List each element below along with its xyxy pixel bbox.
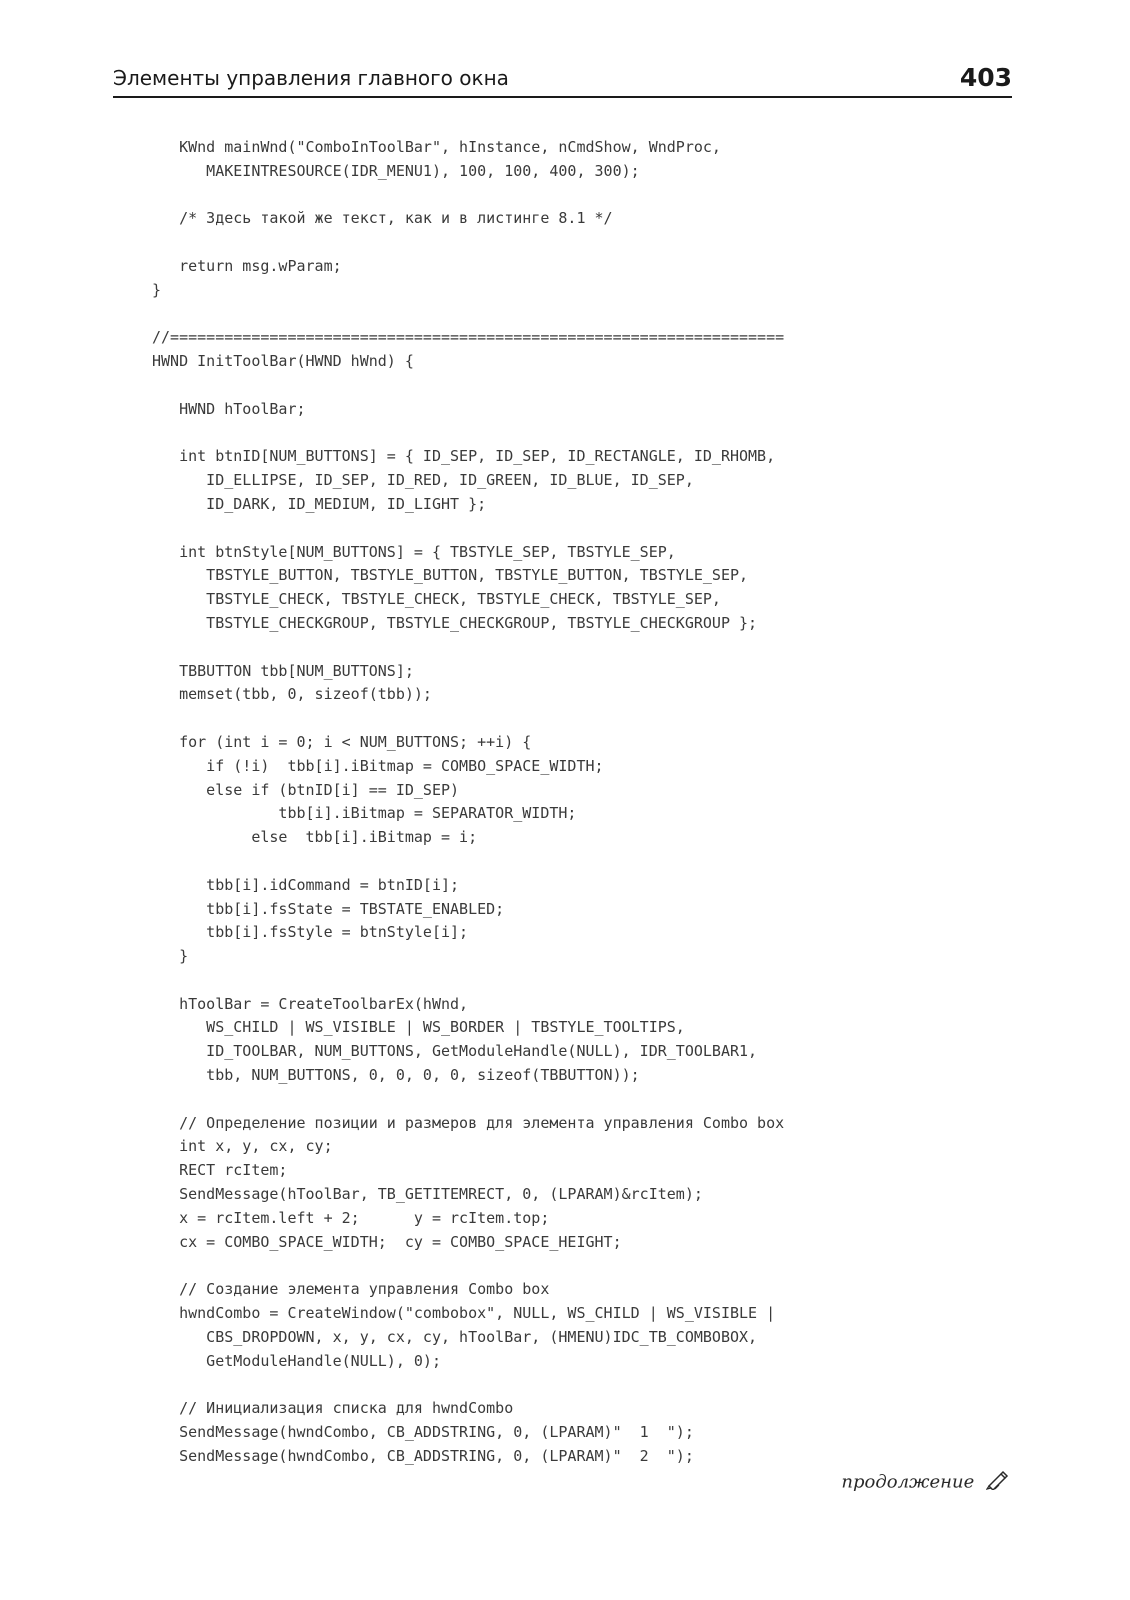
code-line: RECT rcItem; <box>152 1161 288 1180</box>
code-line: WS_CHILD | WS_VISIBLE | WS_BORDER | TBSTYLE_TOOLTIPS, <box>152 1018 685 1037</box>
code-line: x = rcItem.left + 2; y = rcItem.top; <box>152 1208 550 1227</box>
code-line: TBBUTTON tbb[NUM_BUTTONS]; <box>152 661 414 680</box>
code-line: ID_ELLIPSE, ID_SEP, ID_RED, ID_GREEN, ID_BLUE, ID_SEP, <box>152 471 694 490</box>
code-line: //==================================================================== <box>152 328 785 347</box>
code-line <box>152 850 1052 874</box>
continuation-label: продолжение <box>841 1471 975 1493</box>
page-number: 403 <box>959 63 1012 92</box>
code-line: else if (btnID[i] == ID_SEP) <box>152 780 460 799</box>
code-line: TBSTYLE_CHECK, TBSTYLE_CHECK, TBSTYLE_CHECK, TBSTYLE_SEP, <box>152 590 721 609</box>
code-line: else tbb[i].iBitmap = i; <box>152 828 478 847</box>
code-line: } <box>152 280 162 299</box>
continuation-note <box>841 1470 1010 1495</box>
code-line: tbb[i].fsState = TBSTATE_ENABLED; <box>152 899 505 918</box>
code-line <box>152 303 1052 327</box>
code-line: KWnd mainWnd("ComboInToolBar", hInstance, nCmdShow, WndProc, <box>152 138 721 156</box>
code-line: ID_TOOLBAR, NUM_BUTTONS, GetModuleHandle(NULL), IDR_TOOLBAR1, <box>152 1042 758 1061</box>
code-line <box>152 231 1052 255</box>
pencil-icon <box>986 1470 1010 1495</box>
code-line: GetModuleHandle(NULL), 0); <box>152 1351 441 1370</box>
code-line: tbb[i].idCommand = btnID[i]; <box>152 875 460 894</box>
code-line: if (!i) tbb[i].iBitmap = COMBO_SPACE_WIDTH; <box>152 756 604 775</box>
code-line: MAKEINTRESOURCE(IDR_MENU1), 100, 100, 400, 300); <box>152 161 640 180</box>
code-line: TBSTYLE_CHECKGROUP, TBSTYLE_CHECKGROUP, TBSTYLE_CHECKGROUP }; <box>152 613 758 632</box>
code-line: HWND hToolBar; <box>152 399 306 418</box>
code-line <box>152 1088 1052 1112</box>
code-line: cx = COMBO_SPACE_WIDTH; cy = COMBO_SPACE_HEIGHT; <box>152 1232 622 1251</box>
code-line: } <box>152 947 189 966</box>
code-line: int btnID[NUM_BUTTONS] = { ID_SEP, ID_SEP, ID_RECTANGLE, ID_RHOMB, <box>152 447 776 466</box>
code-line <box>152 1373 1052 1397</box>
code-line: int x, y, cx, cy; <box>152 1137 333 1156</box>
code-line: /* Здесь такой же текст, как и в листинге 8.1 */ <box>152 209 613 228</box>
code-line: TBSTYLE_BUTTON, TBSTYLE_BUTTON, TBSTYLE_BUTTON, TBSTYLE_SEP, <box>152 566 749 585</box>
code-line: tbb[i].fsStyle = btnStyle[i]; <box>152 923 469 942</box>
chapter-title: Элементы управления главного окна <box>113 66 509 90</box>
code-line: return msg.wParam; <box>152 256 342 275</box>
code-line: hToolBar = CreateToolbarEx(hWnd, <box>152 994 469 1013</box>
code-line: HWND InitToolBar(HWND hWnd) { <box>152 352 414 371</box>
code-line <box>152 1254 1052 1278</box>
code-line: ID_DARK, ID_MEDIUM, ID_LIGHT }; <box>152 494 487 513</box>
code-line <box>152 374 1052 398</box>
code-line: // Определение позиции и размеров для элемента управления Combo box <box>152 1113 785 1132</box>
code-line <box>152 422 1052 446</box>
code-line: hwndCombo = CreateWindow("combobox", NULL, WS_CHILD | WS_VISIBLE | <box>152 1304 776 1323</box>
page-header <box>113 60 1012 98</box>
code-line: int btnStyle[NUM_BUTTONS] = { TBSTYLE_SEP, TBSTYLE_SEP, <box>152 542 676 561</box>
code-line <box>152 969 1052 993</box>
code-line: memset(tbb, 0, sizeof(tbb)); <box>152 685 432 704</box>
code-line <box>152 707 1052 731</box>
code-line <box>152 517 1052 541</box>
code-line: // Инициализация списка для hwndCombo <box>152 1399 514 1418</box>
code-line: SendMessage(hwndCombo, CB_ADDSTRING, 0, (LPARAM)" 1 "); <box>152 1423 694 1442</box>
code-line <box>152 636 1052 660</box>
code-line <box>152 184 1052 208</box>
code-line: tbb, NUM_BUTTONS, 0, 0, 0, 0, sizeof(TBBUTTON)); <box>152 1066 640 1085</box>
code-line: tbb[i].iBitmap = SEPARATOR_WIDTH; <box>152 804 577 823</box>
code-line: SendMessage(hwndCombo, CB_ADDSTRING, 0, (LPARAM)" 2 "); <box>152 1446 694 1465</box>
code-line: CBS_DROPDOWN, x, y, cx, cy, hToolBar, (HMENU)IDC_TB_COMBOBOX, <box>152 1327 758 1346</box>
code-line: for (int i = 0; i < NUM_BUTTONS; ++i) { <box>152 732 532 751</box>
code-listing <box>152 136 1052 1469</box>
code-line: SendMessage(hToolBar, TB_GETITEMRECT, 0, (LPARAM)&rcItem); <box>152 1185 703 1204</box>
code-line: // Создание элемента управления Combo box <box>152 1280 550 1299</box>
